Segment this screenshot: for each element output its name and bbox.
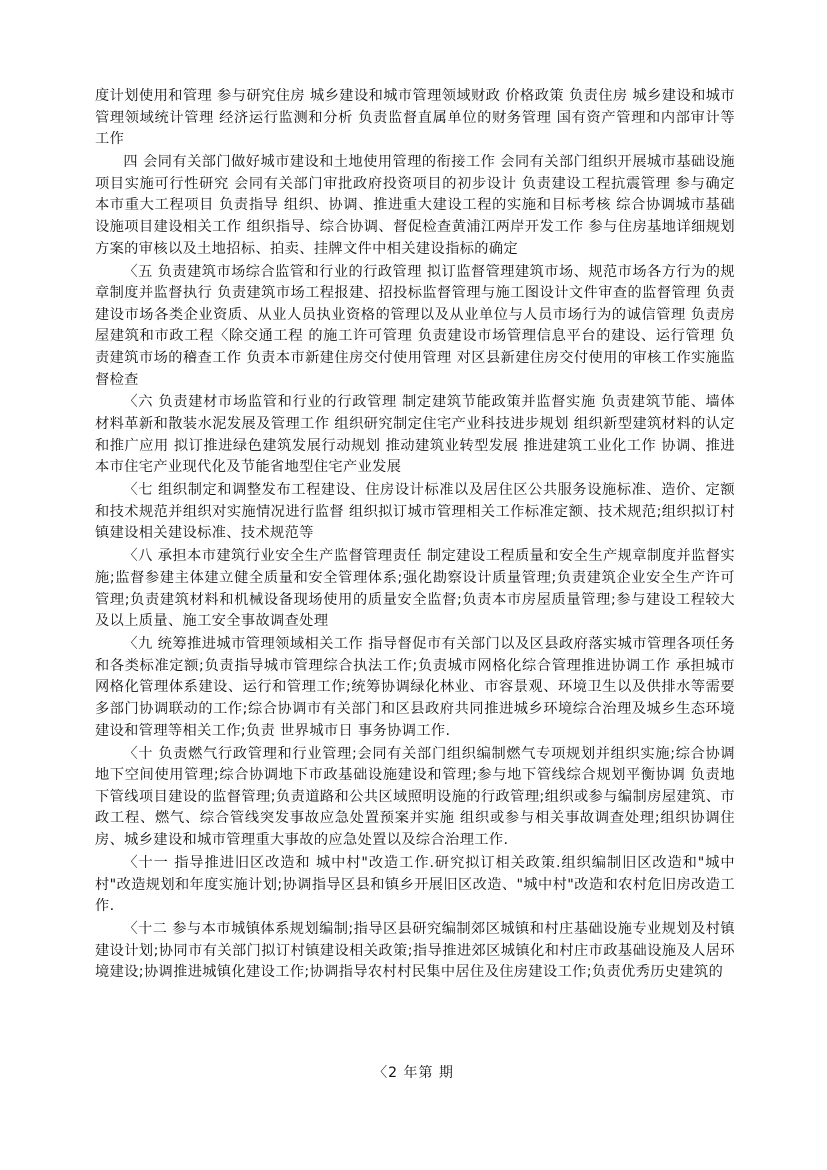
paragraph-item-4: 四 会同有关部门做好城市建设和土地使用管理的衔接工作 会同有关部门组织开展城市基础设施项目实施可行性研究 会同有关部门审批政府投资项目的初步设计 负责建设工程抗震管理 参与确定本市重大工程项目 负责指导 组织、协调、推进重大建设工程的实施和目标考核 综合协调城市基础设施项目建设相关工作 组织指导、综合协调、督促检查黄浦江两岸开发工作 参与住房基地详细规划方案的审核以及土地招标、拍卖、挂牌文件中相关建设指标的确定 bbox=[95, 154, 735, 257]
paragraph-item-6: 〈六 负责建材市场监管和行业的行政管理 制定建筑节能政策并监督实施 负责建筑节能、墙体材料革新和散装水泥发展及管理工作 组织研究制定住宅产业科技进步规划 组织新型建筑材料的认定和推广应用 拟订推进绿色建筑发展行动规划 推动建筑业转型发展 推进建筑工业化工作 协调、推进本市住宅产业现代化及节能省地型住宅产业发展 bbox=[95, 394, 735, 476]
page-footer: 〈2 年第 期 bbox=[373, 1065, 454, 1081]
paragraph-item-5: 〈五 负责建筑市场综合监管和行业的行政管理 拟订监督管理建筑市场、规范市场各方行为的规章制度并监督执行 负责建筑市场工程报建、招投标监督管理与施工图设计文件审查的监督管理 负责建设市场各类企业资质、从业人员执业资格的管理以及从业单位与人员市场行为的诚信管理 负责房屋建筑和市政工程〈除交通工程 的施工许可管理 负责建设市场管理信息平台的建设、运行管理 负责建筑市场的稽查工作 负责本市新建住房交付使用管理 对区县新建住房交付使用的审核工作实施监督检查 bbox=[95, 263, 735, 388]
paragraph-continued: 度计划使用和管理 参与研究住房 城乡建设和城市管理领域财政 价格政策 负责住房 城乡建设和城市管理领域统计管理 经济运行监测和分析 负责监督直属单位的财务管理 国有资产管理和内部审计等工作 bbox=[95, 88, 735, 148]
paragraph-item-12: 〈十二 参与本市城镇体系规划编制;指导区县研究编制郊区城镇和村庄基础设施专业规划及村镇建设计划;协同市有关部门拟订村镇建设相关政策;指导推进郊区城镇化和村庄市政基础设施及人居环境建设;协调推进城镇化建设工作;协调指导农村村民集中居住及住房建设工作;负责优秀历史建筑的 bbox=[95, 921, 735, 981]
paragraph-item-7: 〈七 组织制定和调整发布工程建设、住房设计标准以及居住区公共服务设施标准、造价、定额和技术规范并组织对实施情况进行监督 组织拟订城市管理相关工作标准定额、技术规范;组织拟订村镇建设相关建设标准、技术规范等 bbox=[95, 482, 735, 542]
paragraph-item-8: 〈八 承担本市建筑行业安全生产监督管理责任 制定建设工程质量和安全生产规章制度并监督实施;监督参建主体建立健全质量和安全管理体系;强化勘察设计质量管理;负责建筑企业安全生产许可管理;负责建筑材料和机械设备现场使用的质量安全监督;负责本市房屋质量管理;参与建设工程较大及以上质量、施工安全事故调查处理 bbox=[95, 548, 735, 630]
paragraph-item-11: 〈十一 指导推进旧区改造和 城中村"改造工作.研究拟订相关政策.组织编制旧区改造和"城中村"改造规划和年度实施计划;协调指导区县和镇乡开展旧区改造、"城中村"改造和农村危旧房改造工作. bbox=[95, 854, 735, 915]
paragraph-item-9: 〈九 统筹推进城市管理领域相关工作 指导督促市有关部门以及区县政府落实城市管理各项任务和各类标准定额;负责指导城市管理综合执法工作;负责城市网格化综合管理推进协调工作 承担城市网格化管理体系建设、运行和管理工作;统筹协调绿化林业、市容景观、环境卫生以及供排水等需要多部门协调联动的工作;综合协调市有关部门和区县政府共同推进城乡环境综合治理及城乡生态环境建设和管理等相关工作;负责 世界城市日 事务协调工作. bbox=[95, 636, 735, 739]
paragraph-item-10: 〈十 负责燃气行政管理和行业管理;会同有关部门组织编制燃气专项规划并组织实施;综合协调地下空间使用管理;综合协调地下市政基础设施建设和管理;参与地下管线综合规划平衡协调 负责地下管线项目建设的监督管理;负责道路和公共区域照明设施的行政管理;组织或参与编制房屋建筑、市政工程、燃气、综合管线突发事故应急处置预案并实施 组织或参与相关事故调查处理;组织协调住房、城乡建设和城市管理重大事故的应急处置以及综合治理工作. bbox=[95, 745, 735, 848]
body-text bbox=[95, 86, 735, 985]
